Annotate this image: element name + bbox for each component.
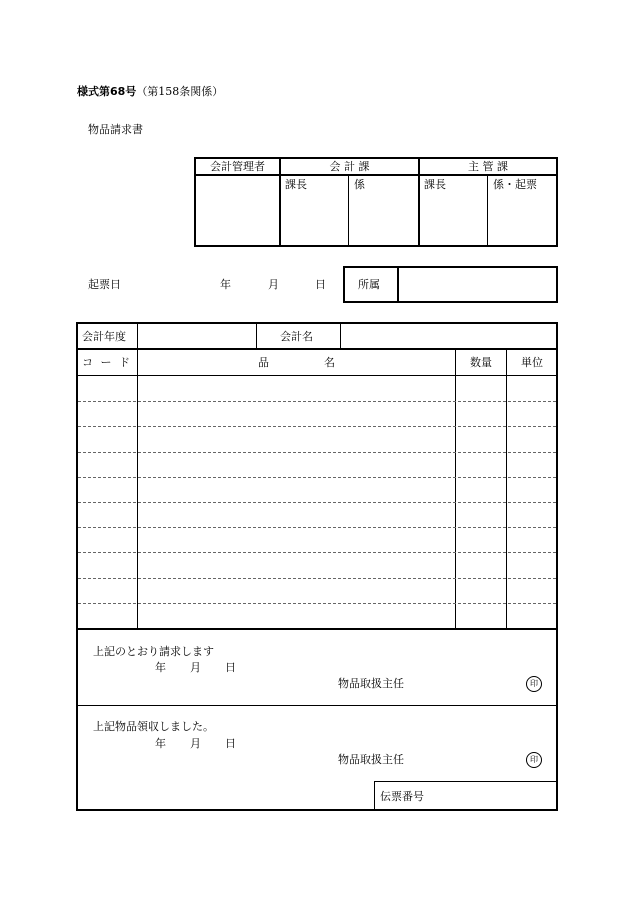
form-reference: （第158条関係） [136,85,224,98]
receipt-seal-icon: 印 [526,752,542,768]
receipt-statement: 上記物品領収しました。 [93,720,214,733]
slip-top-border [374,781,558,782]
fiscal-row-divider [340,322,341,349]
document-title: 物品請求書 [88,123,143,136]
code-column-divider [137,349,138,629]
issue-date-label: 起票日 [88,278,121,291]
col-unit-header: 単位 [521,356,543,369]
issue-day: 日 [315,278,326,291]
approval-table-divider [194,174,558,176]
account-name-label: 会計名 [280,330,313,343]
request-year: 年 [155,661,166,674]
receipt-officer-label: 物品取扱主任 [338,753,404,766]
item-row-line [78,552,556,553]
request-month: 月 [190,661,201,674]
receipt-day: 日 [225,737,236,750]
col-code-header: コ ー ド [82,356,132,369]
item-row-line [78,452,556,453]
fiscal-row-divider [137,322,138,349]
approval-head-department: 主 管 課 [468,160,508,173]
item-row-line [78,502,556,503]
item-row-line [78,603,556,604]
items-bottom-divider [76,628,558,630]
column-header-divider [76,375,558,376]
request-statement: 上記のとおり請求します [93,645,214,658]
issue-year: 年 [220,278,231,291]
unit-column-divider [506,349,507,629]
receipt-month: 月 [190,737,201,750]
item-row-line [78,401,556,402]
item-row-line [78,527,556,528]
item-row-line [78,477,556,478]
slip-number-label: 伝票番号 [380,790,424,803]
col-quantity-header: 数量 [470,356,492,369]
request-seal-icon: 印 [526,676,542,692]
approval-sub-staff-drafter: 係・起票 [493,178,537,191]
items-frame [76,322,558,811]
form-number: 様式第68号 [77,85,137,98]
item-row-line [78,578,556,579]
approval-sub-chief: 課長 [424,178,446,191]
approval-head-treasurer: 会計管理者 [210,160,265,173]
affiliation-divider [397,266,399,303]
issue-month: 月 [268,278,279,291]
item-row-line [78,426,556,427]
receipt-year: 年 [155,737,166,750]
fiscal-year-label: 会計年度 [82,330,126,343]
affiliation-label: 所属 [358,278,380,291]
approval-head-accounting: 会 計 課 [329,160,370,173]
fiscal-row-divider [256,322,257,349]
form-header [77,86,223,97]
approval-col-divider [487,175,488,247]
quantity-column-divider [455,349,456,629]
col-item-name-header: 品 名 [258,356,335,369]
approval-sub-staff: 係 [354,178,365,191]
slip-left-border [374,781,375,811]
header-divider [76,348,558,350]
section-divider [76,705,558,706]
approval-sub-chief: 課長 [285,178,307,191]
approval-col-divider [348,175,349,247]
request-day: 日 [225,661,236,674]
request-officer-label: 物品取扱主任 [338,677,404,690]
